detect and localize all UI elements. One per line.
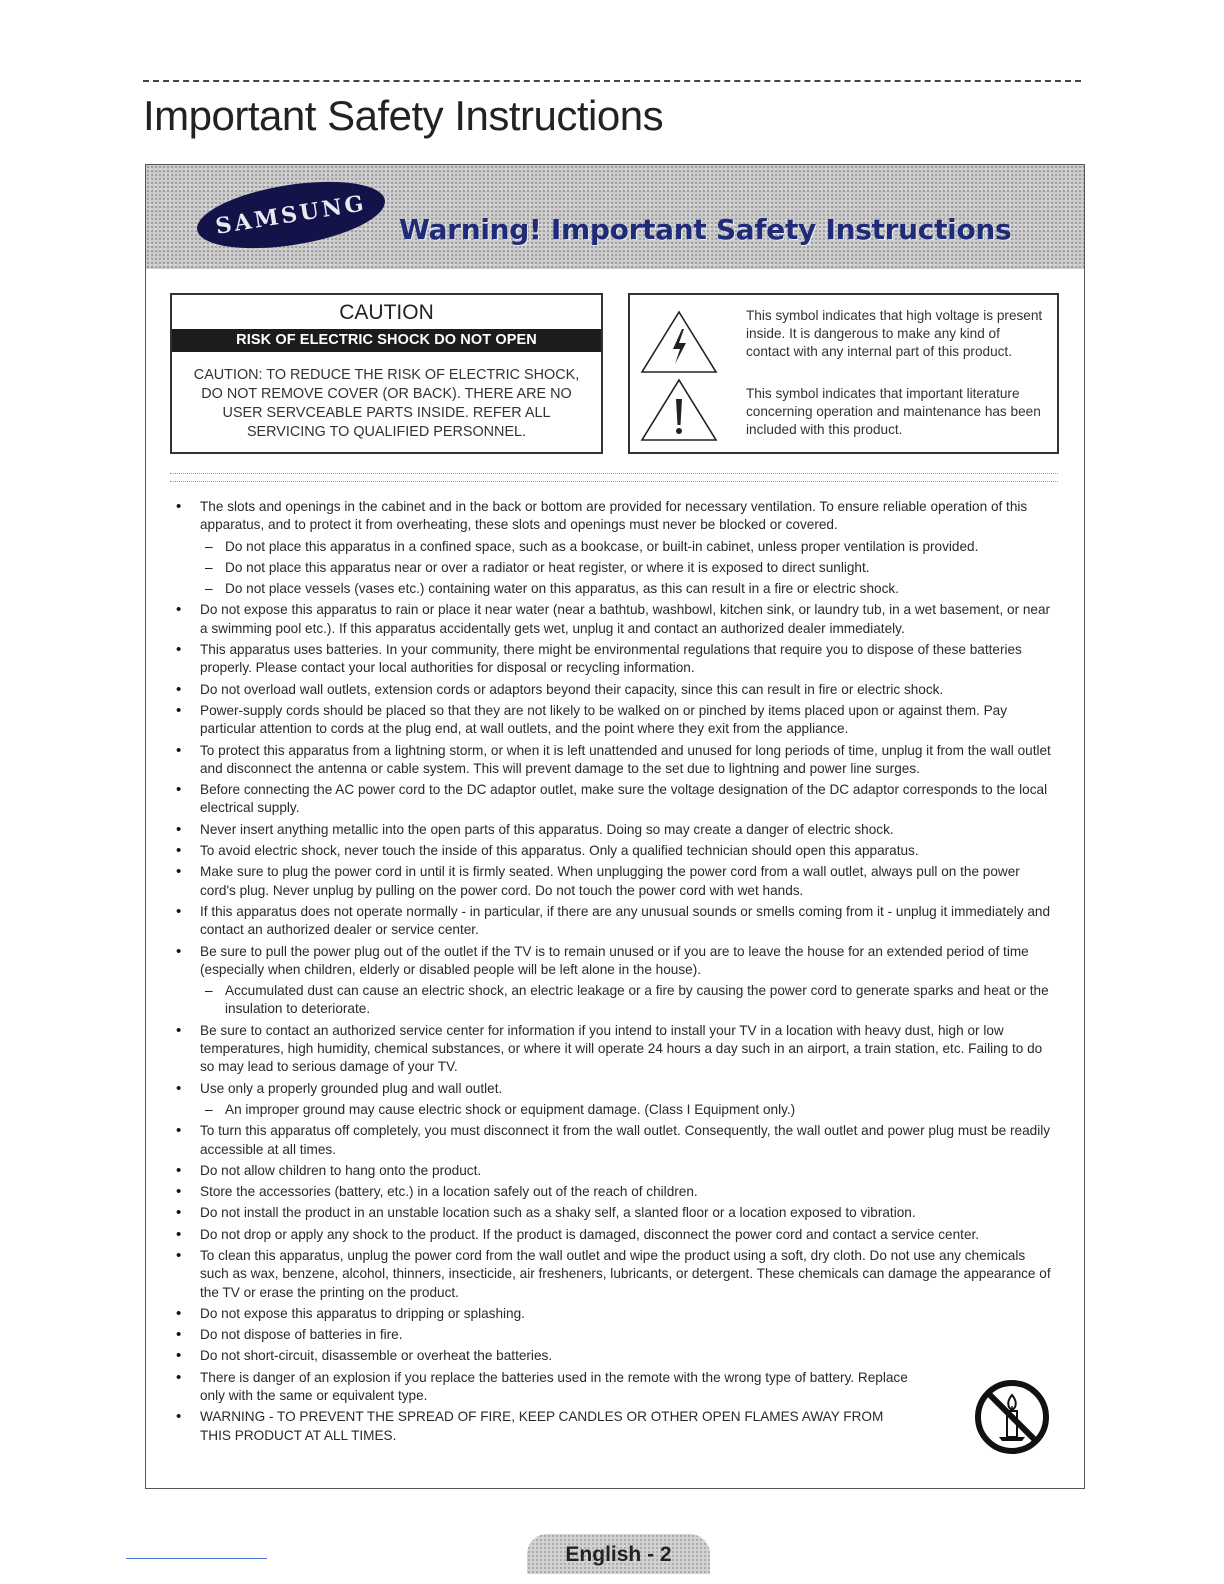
list-item: • WARNING - TO PREVENT THE SPREAD OF FIRE, KEEP CANDLES OR OTHER OPEN FLAMES AWAY FROM THIS PRODUCT AT ALL TIMES. [200, 1408, 1055, 1445]
sub-list-item: – Do not place this apparatus in a confined space, such as a bookcase, or built-in cabinet, unless proper ventilation is provided. [225, 538, 1055, 556]
caution-text: CAUTION: TO REDUCE THE RISK OF ELECTRIC SHOCK, DO NOT REMOVE COVER (OR BACK). THERE ARE NO USER SERVCEABLE PARTS INSIDE. REFER ALL SERVICING TO QUALIFIED PERSONNEL. [193, 367, 580, 440]
list-item: • Do not allow children to hang onto the product. [200, 1162, 1055, 1180]
list-item: • Do not overload wall outlets, extension cords or adaptors beyond their capacity, since this can result in fire or electric shock. [200, 681, 1055, 699]
high-voltage-text: This symbol indicates that high voltage is present inside. It is dangerous to make any kind of contact with any internal part of this product. [746, 308, 1043, 359]
safety-instruction-list [200, 498, 1055, 1448]
symbol-explanation-box [628, 293, 1059, 454]
list-item: • Do not expose this apparatus to rain or place it near water (near a bathtub, washbowl, kitchen sink, or laundry tub, in a wet basement, or near a swimming pool etc.). If this apparatus accidentally gets wet, unplug it and contact an authorized dealer immediately. [200, 601, 1055, 638]
list-item: • This apparatus uses batteries. In your community, there might be environmental regulations that require you to dispose of these batteries properly. Please contact your local authorities for disposal or recycling information. [200, 641, 1055, 678]
list-item: • To turn this apparatus off completely, you must disconnect it from the wall outlet. Consequently, the wall outlet and power plug must be readily accessible at all times. [200, 1122, 1055, 1159]
sub-list-item: – Do not place vessels (vases etc.) containing water on this apparatus, as this can result in a fire or electric shock. [225, 580, 1055, 598]
page-number-label: English - 2 [565, 1543, 672, 1566]
lightning-warning-icon [639, 309, 719, 375]
caution-box [170, 293, 603, 454]
divider-line-1 [170, 473, 1058, 474]
sub-list-item: – An improper ground may cause electric shock or equipment damage. (Class I Equipment only.) [225, 1101, 1055, 1119]
list-item: • Never insert anything metallic into the open parts of this apparatus. Doing so may create a danger of electric shock. [200, 821, 1055, 839]
list-item: • To avoid electric shock, never touch the inside of this apparatus. Only a qualified technician should open this apparatus. [200, 842, 1055, 860]
caution-title: CAUTION [339, 301, 434, 324]
list-item: • Do not short-circuit, disassemble or overheat the batteries. [200, 1347, 1055, 1365]
list-item: • If this apparatus does not operate normally - in particular, if there are any unusual sounds or smells coming from it - unplug it immediately and contact an authorized dealer or service center. [200, 903, 1055, 940]
sub-list-item: – Accumulated dust can cause an electric shock, an electric leakage or a fire by causing the power cord to generate sparks and heat or the insulation to deteriorate. [225, 982, 1055, 1019]
sub-list [200, 538, 1055, 599]
no-candle-flame-icon [972, 1377, 1052, 1457]
list-item: • Before connecting the AC power cord to the DC adaptor outlet, make sure the voltage designation of the DC adaptor corresponds to the local electrical supply. [200, 781, 1055, 818]
caution-bar: RISK OF ELECTRIC SHOCK DO NOT OPEN [172, 329, 601, 352]
logo-text: SAMSUNG [213, 190, 369, 240]
list-item: • Do not dispose of batteries in fire. [200, 1326, 1055, 1344]
exclamation-warning-icon [639, 377, 719, 443]
list-item: • Be sure to pull the power plug out of the outlet if the TV is to remain unused or if you are to leave the house for an extended period of time (especially when children, elderly or disabled people will be left alone in the house). – Accumulated dust can cause an electric shock, an electric leakage or a fire by causing the power cord to generate sparks and heat or the insulation to deteriorate. [200, 943, 1055, 1019]
list-item: • There is danger of an explosion if you replace the batteries used in the remote with the wrong type of battery. Replace only with the same or equivalent type. [200, 1369, 1055, 1406]
list-item: • The slots and openings in the cabinet and in the back or bottom are provided for necessary ventilation. To ensure reliable operation of this apparatus, and to protect it from overheating, these slots and openings must never be blocked or covered. – Do not place this apparatus in a confined space, such as a bookcase, or built-in cabinet, unless proper ventilation is provided. – Do not place this apparatus near or over a radiator or heat register, or where it is exposed to direct sunlight. – Do not place vessels (vases etc.) containing water on this apparatus, as this can result in a fire or electric shock. [200, 498, 1055, 598]
safety-frame [145, 164, 1085, 1489]
list-item: • Be sure to contact an authorized service center for information if you intend to install your TV in a location with heavy dust, high or low temperatures, high humidity, chemical substances, or where it will operate 24 hours a day such in an airport, a train station, etc. Failing to do so may lead to serious damage of your TV. [200, 1022, 1055, 1077]
sub-list [200, 1101, 1055, 1119]
list-item: • Store the accessories (battery, etc.) in a location safely out of the reach of children. [200, 1183, 1055, 1201]
top-dashed-rule [143, 80, 1081, 82]
footer-link-underline [126, 1558, 267, 1559]
list-item: • Do not install the product in an unstable location such as a shaky self, a slanted floor or a location exposed to vibration. [200, 1204, 1055, 1222]
divider-line-2 [170, 481, 1058, 482]
literature-text: This symbol indicates that important literature concerning operation and maintenance has been included with this product. [746, 386, 1041, 437]
list-item: • To clean this apparatus, unplug the power cord from the wall outlet and wipe the product using a soft, dry cloth. Do not use any chemicals such as wax, benzene, alcohol, thinners, insecticide, air fresheners, lubricants, or detergent. These chemicals can damage the appearance of the TV or erase the printing on the product. [200, 1247, 1055, 1302]
sub-list-item: – Do not place this apparatus near or over a radiator or heat register, or where it is exposed to direct sunlight. [225, 559, 1055, 577]
sub-list [200, 982, 1055, 1019]
list-item: • Do not drop or apply any shock to the product. If the product is damaged, disconnect the power cord and contact a service center. [200, 1226, 1055, 1244]
page-number-tab [527, 1534, 710, 1574]
list-item: • Make sure to plug the power cord in until it is firmly seated. When unplugging the power cord from a wall outlet, always pull on the power cord's plug. Never unplug by pulling on the power cord. Do not touch the power cord with wet hands. [200, 863, 1055, 900]
banner-title: Warning! Important Safety Instructions [399, 213, 1012, 246]
list-item: • Power-supply cords should be placed so that they are not likely to be walked on or pinched by items placed upon or against them. Pay particular attention to cords at the plug end, at wall outlets, and the point where they exit from the appliance. [200, 702, 1055, 739]
list-item: • To protect this apparatus from a lightning storm, or when it is left unattended and unused for long periods of time, unplug it from the wall outlet and disconnect the antenna or cable system. This will prevent damage to the set due to lightning and power line surges. [200, 742, 1055, 779]
list-item: • Use only a properly grounded plug and wall outlet. – An improper ground may cause electric shock or equipment damage. (Class I Equipment only.) [200, 1080, 1055, 1120]
list-item: • Do not expose this apparatus to dripping or splashing. [200, 1305, 1055, 1323]
samsung-logo [192, 171, 389, 260]
warning-banner [146, 165, 1084, 269]
page-title: Important Safety Instructions [143, 92, 664, 139]
